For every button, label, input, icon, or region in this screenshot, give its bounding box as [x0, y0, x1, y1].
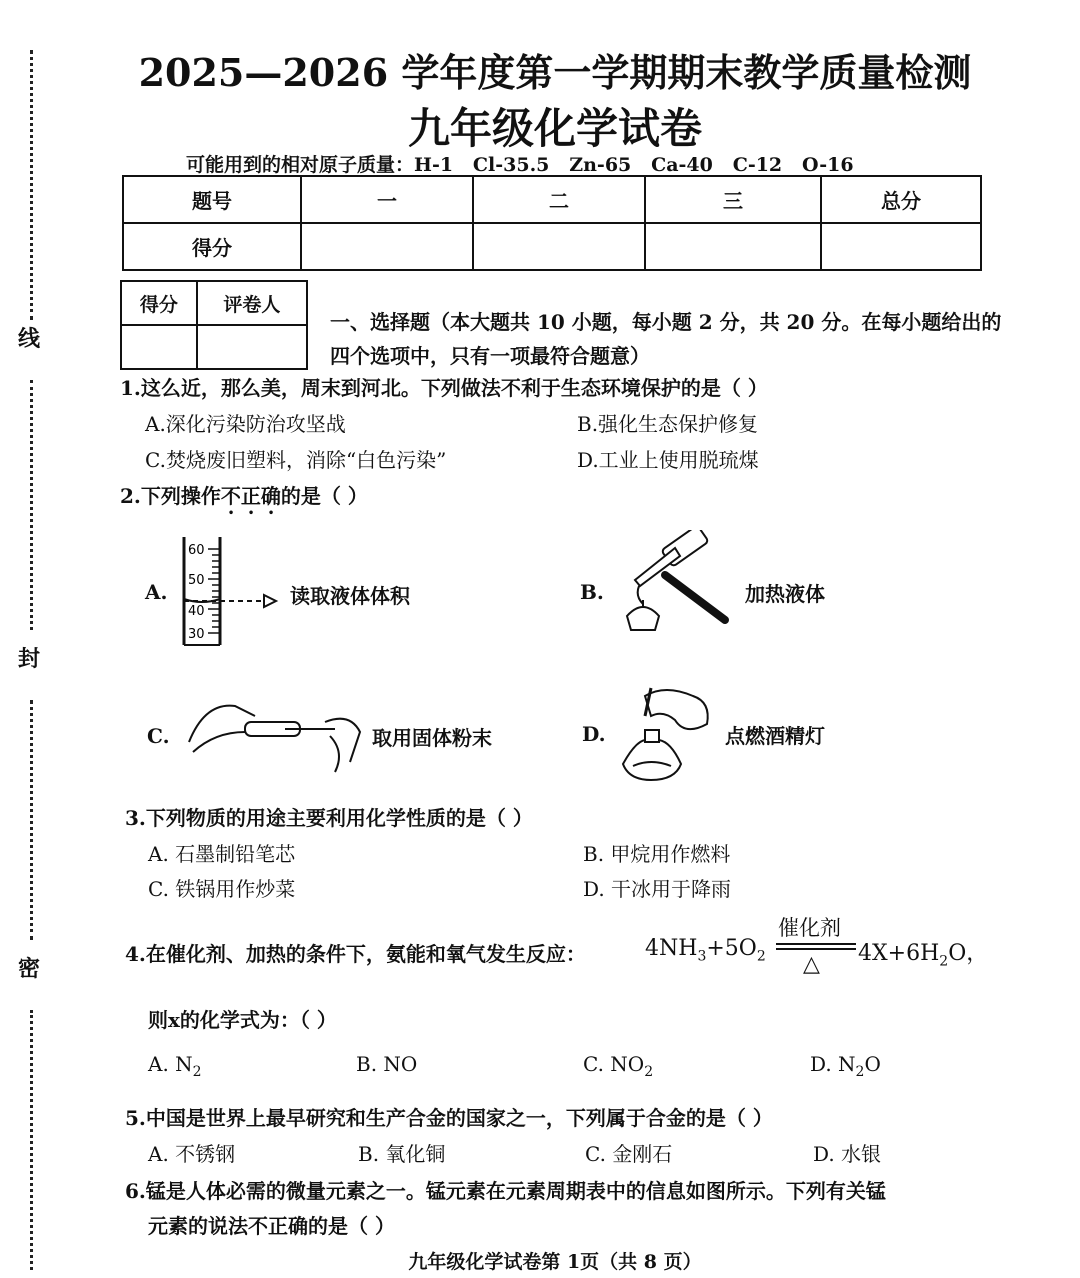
q2-a-text: 读取液体体积 — [290, 584, 410, 608]
q2-d-letter: D. — [582, 722, 606, 746]
score-row-label: 得分 — [123, 223, 301, 270]
q6-line1: 6.锰是人体必需的微量元素之一。锰元素在元素周期表中的信息如图所示。下列有关锰 — [125, 1179, 886, 1203]
eq-nh3: 4NH — [645, 936, 698, 961]
exam-subtitle: 九年级化学试卷 — [407, 104, 702, 153]
margin-char-mi: 密 — [18, 956, 41, 982]
cylinder-tick-40: 40 — [188, 604, 205, 619]
q5-option-d: D. 水银 — [813, 1142, 882, 1166]
graduated-cylinder-figure — [178, 535, 288, 650]
score-blank-1[interactable] — [301, 223, 473, 270]
q6-line2: 元素的说法不正确的是（ ） — [148, 1214, 395, 1238]
grader-name-blank[interactable] — [197, 325, 307, 369]
grader-table — [120, 280, 308, 370]
eq-products: 4X+6H — [858, 941, 940, 966]
grader-score-label: 得分 — [121, 281, 197, 325]
q4-arrow-line-bottom — [776, 948, 856, 950]
score-blank-total[interactable] — [821, 223, 981, 270]
q2-stem-post: 的是（ ） — [280, 484, 368, 508]
q5-option-b: B. 氧化铜 — [358, 1142, 446, 1166]
q4-option-c: C. $NO_2$ — [583, 1052, 654, 1080]
score-cell-part2: 二 — [473, 176, 645, 223]
powder-transfer-figure — [185, 692, 370, 780]
binding-dotted-line-3 — [30, 700, 33, 940]
q1-option-d: D.工业上使用脱琉煤 — [577, 448, 759, 472]
q1-option-c: C.焚烧废旧塑料，消除“白色污染” — [145, 448, 447, 472]
q4-option-b: B. NO — [356, 1052, 418, 1076]
score-cell-part3: 三 — [645, 176, 821, 223]
q2-c-letter: C. — [147, 724, 170, 748]
q4-equation-right — [858, 936, 988, 969]
q5-stem: 5.中国是世界上最早研究和生产合金的国家之一，下列属于合金的是（ ） — [125, 1106, 773, 1130]
q3-option-c: C. 铁锅用作炒菜 — [148, 877, 296, 901]
score-table — [122, 175, 982, 271]
q4-option-a: A. $N_2$ — [148, 1052, 202, 1080]
binding-dotted-line-2 — [30, 380, 33, 630]
grader-name-label: 评卷人 — [197, 281, 307, 325]
q2-b-letter: B. — [580, 580, 604, 604]
q2-d-text: 点燃酒精灯 — [725, 724, 825, 748]
q2-a-letter: A. — [145, 580, 168, 604]
alcohol-lamp-figure — [615, 680, 725, 790]
q2-stem-pre: 2.下列操作 — [120, 484, 221, 508]
q5-option-a: A. 不锈钢 — [148, 1142, 236, 1166]
atomic-masses-line: 可能用到的相对原子质量：H-1 Cl-35.5 Zn-65 Ca-40 C-12 O-16 — [186, 154, 854, 176]
q4-arrow-line-top — [776, 943, 856, 945]
score-table-score-row — [123, 223, 981, 270]
heating-liquid-figure — [615, 530, 740, 645]
q5-option-c: C. 金刚石 — [585, 1142, 673, 1166]
q2-c-text: 取用固体粉末 — [372, 726, 492, 750]
q4-equation-left — [645, 936, 766, 964]
margin-char-xian: 线 — [18, 326, 41, 352]
q3-stem: 3.下列物质的用途主要利用化学性质的是（ ） — [125, 806, 533, 830]
q4-heat-symbol: △ — [803, 952, 820, 977]
grader-score-blank[interactable] — [121, 325, 197, 369]
q4-stem: 4.在催化剂、加热的条件下，氨能和氧气发生反应： — [125, 942, 586, 966]
q1-option-b: B.强化生态保护修复 — [577, 412, 759, 436]
score-cell-total: 总分 — [821, 176, 981, 223]
q3-option-a: A. 石墨制铅笔芯 — [148, 842, 296, 866]
q4-option-d: D. $N_2O$ — [810, 1052, 881, 1080]
score-blank-3[interactable] — [645, 223, 821, 270]
score-cell-label: 题号 — [123, 176, 301, 223]
q1-option-a: A.深化污染防治攻坚战 — [145, 412, 346, 436]
q3-option-d: D. 干冰用于降雨 — [583, 877, 732, 901]
q3-option-b: B. 甲烷用作燃料 — [583, 842, 731, 866]
eq-sub-3: 3 — [697, 948, 707, 965]
cylinder-tick-60: 60 — [188, 543, 205, 558]
eq-o2: +5O — [706, 936, 757, 961]
eq-sub-2b: 2 — [939, 953, 949, 970]
q2-b-text: 加热液体 — [745, 582, 825, 606]
exam-title: 2025—2026 学年度第一学期期末教学质量检测 — [138, 50, 972, 95]
q4-line2: 则x的化学式为：（ ） — [148, 1008, 337, 1032]
q1-stem: 1.这么近，那么美，周末到河北。下列做法不利于生态环境保护的是（ ） — [120, 376, 768, 400]
eq-sub-2: 2 — [756, 948, 766, 965]
binding-dotted-line-4 — [30, 1010, 33, 1270]
cylinder-tick-50: 50 — [188, 573, 205, 588]
cylinder-tick-30: 30 — [188, 627, 205, 642]
q4-catalyst-label: 催化剂 — [778, 916, 841, 940]
score-blank-2[interactable] — [473, 223, 645, 270]
q2-stem-emphasis: 不正确 — [220, 484, 281, 508]
section-1-instructions: 一、选择题（本大题共 10 小题，每小题 2 分，共 20 分。在每小题给出的四个选项中，只有一项最符合题意） — [330, 310, 1002, 368]
eq-o-tail: O， — [948, 941, 989, 966]
score-cell-part1: 一 — [301, 176, 473, 223]
score-table-header-row — [123, 176, 981, 223]
q2-stem — [120, 480, 368, 519]
page-footer: 九年级化学试卷第 1页（共 8 页） — [408, 1251, 702, 1273]
margin-char-feng: 封 — [18, 646, 41, 672]
